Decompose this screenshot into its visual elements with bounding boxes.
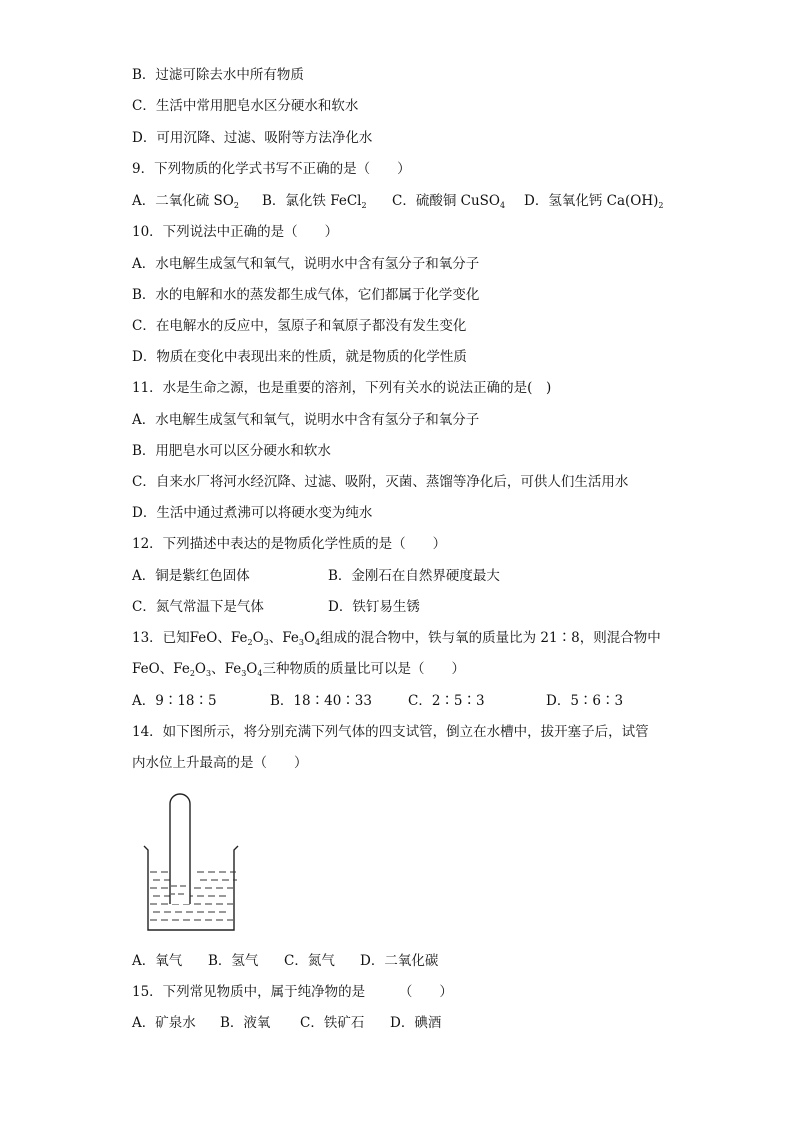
q12-option-c: C．氮气常温下是气体 <box>132 599 264 615</box>
q10-option-c: C．在电解水的反应中，氢原子和氧原子都没有发生变化 <box>132 318 467 334</box>
q11-option-c: C．自来水厂将河水经沉降、过滤、吸附，灭菌、蒸馏等净化后，可供人们生活用水 <box>132 474 629 490</box>
beaker-test-tube-illustration <box>140 792 240 932</box>
q13-option-b: B．18∶40∶33 <box>270 693 372 709</box>
q11-stem: 11．水是生命之源，也是重要的溶剂，下列有关水的说法正确的是( ) <box>132 380 552 396</box>
q14-option-b: B．氢气 <box>208 953 259 969</box>
q10-option-b: B．水的电解和水的蒸发都生成气体，它们都属于化学变化 <box>132 287 480 303</box>
q9-option-d: D．氢氧化钙 $Ca(OH)_2$ <box>524 193 664 210</box>
q12-option-a: A．铜是紫红色固体 <box>132 568 250 584</box>
q14-option-c: C．氮气 <box>284 953 335 969</box>
q13-option-d: D．5∶6∶3 <box>546 693 624 709</box>
q13-option-c: C．2∶5∶3 <box>408 693 485 709</box>
q15-option-a: A．矿泉水 <box>132 1015 196 1031</box>
q9-option-a: A．二氧化硫 $SO_2$ <box>132 193 239 210</box>
q14-stem-line2: 内水位上升最高的是（ ） <box>132 755 308 771</box>
q13-stem-line1: 13．已知FeO、$Fe_2O_3$、$Fe_3O_4$组成的混合物中，铁与氧的质量比为 21∶8，则混合物中 <box>132 630 661 647</box>
q11-option-d: D．生活中通过煮沸可以将硬水变为纯水 <box>132 505 373 521</box>
test-tube <box>170 794 190 904</box>
q15-option-c: C．铁矿石 <box>300 1015 365 1031</box>
q8-option-d: D．可用沉降、过滤、吸附等方法净化水 <box>132 130 373 146</box>
beaker-outline <box>144 846 238 930</box>
q15-stem: 15．下列常见物质中，属于纯净物的是 （ ） <box>132 984 453 1000</box>
q14-stem-line1: 14．如下图所示，将分别充满下列气体的四支试管，倒立在水槽中，拔开塞子后，试管 <box>132 724 649 740</box>
q14-option-d: D．二氧化碳 <box>360 953 439 969</box>
q10-option-a: A．水电解生成氢气和氧气，说明水中含有氢分子和氧分子 <box>132 256 480 272</box>
q8-option-b: B．过滤可除去水中所有物质 <box>132 67 304 83</box>
q13-stem-line2: FeO、$Fe_2O_3$、$Fe_3O_4$三种物质的质量比可以是（ ） <box>132 661 465 678</box>
q15-option-b: B．液氧 <box>220 1015 271 1031</box>
q9-stem: 9．下列物质的化学式书写不正确的是（ ） <box>132 161 411 177</box>
q9-option-c: C．硫酸铜 CuSO$_4$ <box>392 193 506 210</box>
q12-stem: 12．下列描述中表达的是物质化学性质的是（ ） <box>132 536 447 552</box>
q13-option-a: A．9∶18∶5 <box>132 693 217 709</box>
q12-option-d: D．铁钉易生锈 <box>328 599 420 615</box>
q10-stem: 10．下列说法中正确的是（ ） <box>132 224 339 240</box>
q10-option-d: D．物质在变化中表现出来的性质，就是物质的化学性质 <box>132 349 467 365</box>
water-lines <box>150 872 237 920</box>
q9-option-b: B．氯化铁 FeCl$_2$ <box>262 193 367 210</box>
q8-option-c: C．生活中常用肥皂水区分硬水和软水 <box>132 98 359 114</box>
q15-option-d: D．碘酒 <box>390 1015 442 1031</box>
q11-option-b: B．用肥皂水可以区分硬水和软水 <box>132 443 331 459</box>
q12-option-b: B．金刚石在自然界硬度最大 <box>328 568 500 584</box>
q11-option-a: A．水电解生成氢气和氧气，说明水中含有氢分子和氧分子 <box>132 412 480 428</box>
q14-option-a: A．氧气 <box>132 953 183 969</box>
